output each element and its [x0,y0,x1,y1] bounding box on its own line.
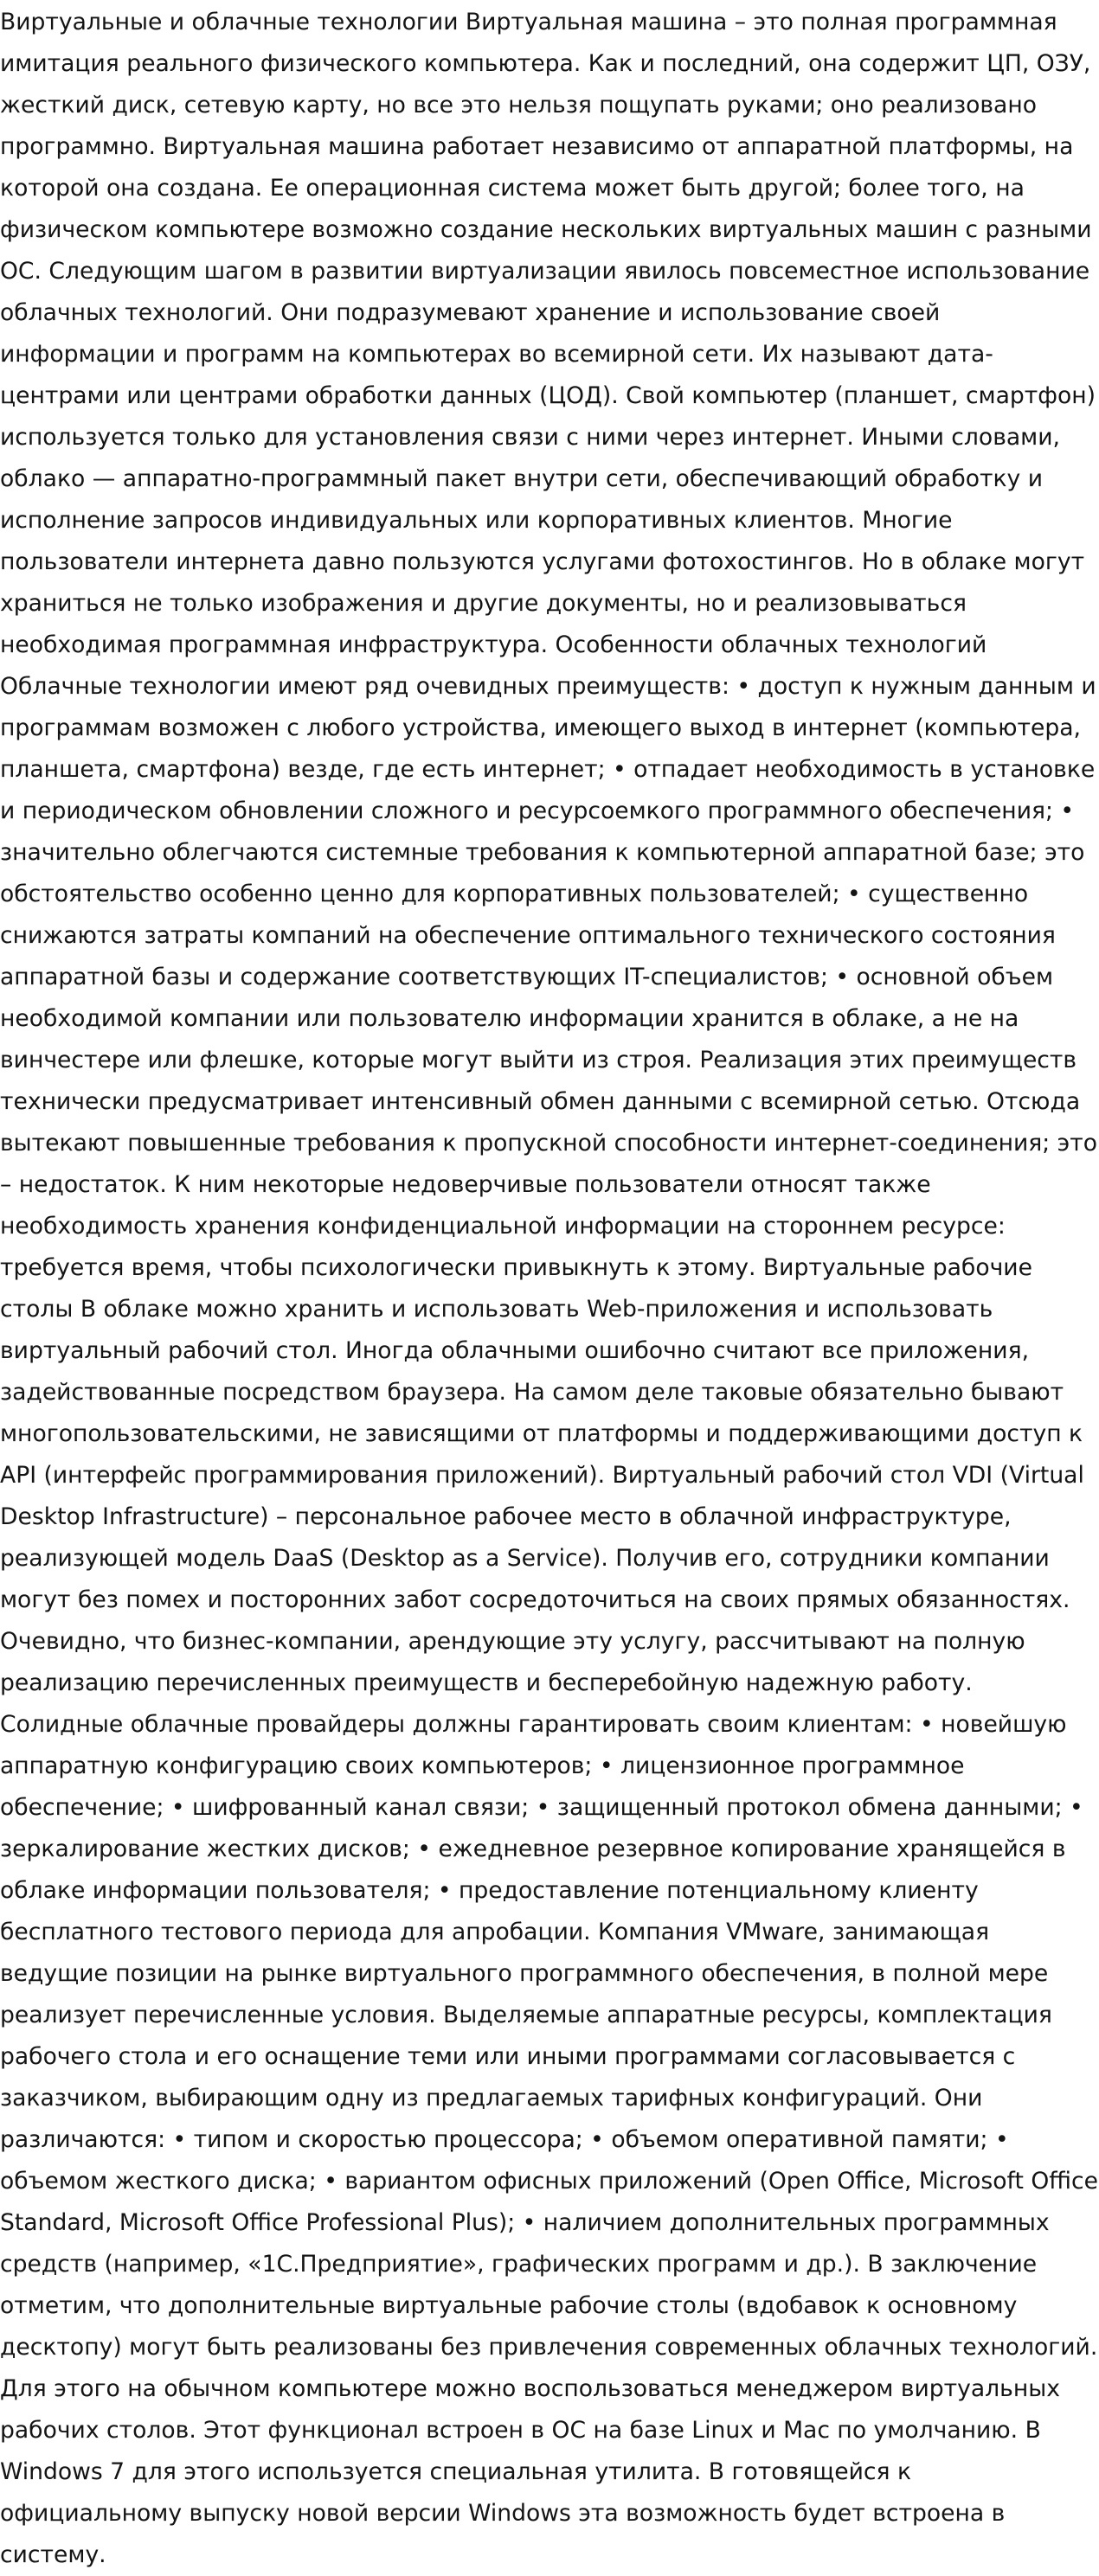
article-body-text: Виртуальные и облачные технологии Виртуальная машина – это полная программная имитация реального физического компьютера. Как и последний, она содержит ЦП, ОЗУ, жесткий диск, сетевую карту, но все это нельзя пощупать руками; оно реализовано программно. Виртуальная машина работает независимо от аппаратной платформы, на которой она создана. Ее операционная система может быть другой; более того, на физическом компьютере возможно создание нескольких виртуальных машин с разными ОС. Следующим шагом в развитии виртуализации явилось повсеместное использование облачных технологий. Они подразумевают хранение и использование своей информации и программ на компьютерах во всемирной сети. Их называют дата-центрами или центрами обработки данных (ЦОД). Свой компьютер (планшет, смартфон) используется только для установления связи с ними через интернет. Иными словами, облако — аппаратно-программный пакет внутри сети, обеспечивающий обработку и исполнение запросов индивидуальных или корпоративных клиентов. Многие пользователи интернета давно пользуются услугами фотохостингов. Но в облаке могут храниться не только изображения и другие документы, но и реализовываться необходимая программная инфраструктура. Особенности облачных технологий Облачные технологии имеют ряд очевидных преимуществ: • доступ к нужным данным и программам возможен с любого устройства, имеющего выход в интернет (компьютера, планшета, смартфона) везде, где есть интернет; • отпадает необходимость в установке и периодическом обновлении сложного и ресурсоемкого программного обеспечения; • значительно облегчаются системные требования к компьютерной аппаратной базе; это обстоятельство особенно ценно для корпоративных пользователей; • существенно снижаются затраты компаний на обеспечение оптимального технического состояния аппаратной базы и содержание соответствующих IT-специалистов; • основной объем необходимой компании или пользователю информации хранится в облаке, а не на винчестере или флешке, которые могут выйти из строя. Реализация этих преимуществ технически предусматривает интенсивный обмен данными с всемирной сетью. Отсюда вытекают повышенные требования к пропускной способности интернет-соединения; это – недостаток. К ним некоторые недоверчивые пользователи относят также необходимость хранения конфиденциальной информации на стороннем ресурсе: требуется время, чтобы психологически привыкнуть к этому. Виртуальные рабочие столы В облаке можно хранить и использовать Web-приложения и использовать виртуальный рабочий стол. Иногда облачными ошибочно считают все приложения, задействованные посредством браузера. На самом деле таковые обязательно бывают многопользовательскими, не зависящими от платформы и поддерживающими доступ к API (интерфейс программирования приложений). Виртуальный рабочий стол VDI (Virtual Desktop Infrastructure) – персональное рабочее место в облачной инфраструктуре, реализующей модель DaaS (Desktop as a Service). Получив его, сотрудники компании могут без помех и посторонних забот сосредоточиться на своих прямых обязанностях. Очевидно, что бизнес-компании, арендующие эту услугу, рассчитывают на полную реализацию перечисленных преимуществ и бесперебойную надежную работу. Солидные облачные провайдеры должны гарантировать своим клиентам: • новейшую аппаратную конфигурацию своих компьютеров; • лицензионное программное обеспечение; • шифрованный канал связи; • защищенный протокол обмена данными; • зеркалирование жестких дисков; • ежедневное резервное копирование хранящейся в облаке информации пользователя; • предоставление потенциальному клиенту бесплатного тестового периода для апробации. Компания VMware, занимающая ведущие позиции на рынке виртуального программного обеспечения, в полной мере реализует перечисленные условия. Выделяемые аппаратные ресурсы, комплектация рабочего стола и его оснащение теми или иными программами согласовывается с заказчиком, выбирающим одну из предлагаемых тарифных конфигураций. Они различаются: • типом и скоростью процессора; • объемом оперативной памяти; • объемом жесткого диска; • вариантом офисных приложений (Open Office, Microsoft Office Standard, Microsoft Office Professional Plus); • наличием дополнительных программных средств (например, «1С.Предприятие», графических программ и др.). В заключение отметим, что дополнительные виртуальные рабочие столы (вдобавок к основному десктопу) могут быть реализованы без привлечения современных облачных технологий. Для этого на обычном компьютере можно воспользоваться менеджером виртуальных рабочих столов. Этот функционал встроен в ОС на базе Linux и Mac по умолчанию. В Windows 7 для этого используется специальная утилита. В готовящейся к официальному выпуску новой версии Windows эта возможность будет встроена в систему. [0,9,1098,2568]
